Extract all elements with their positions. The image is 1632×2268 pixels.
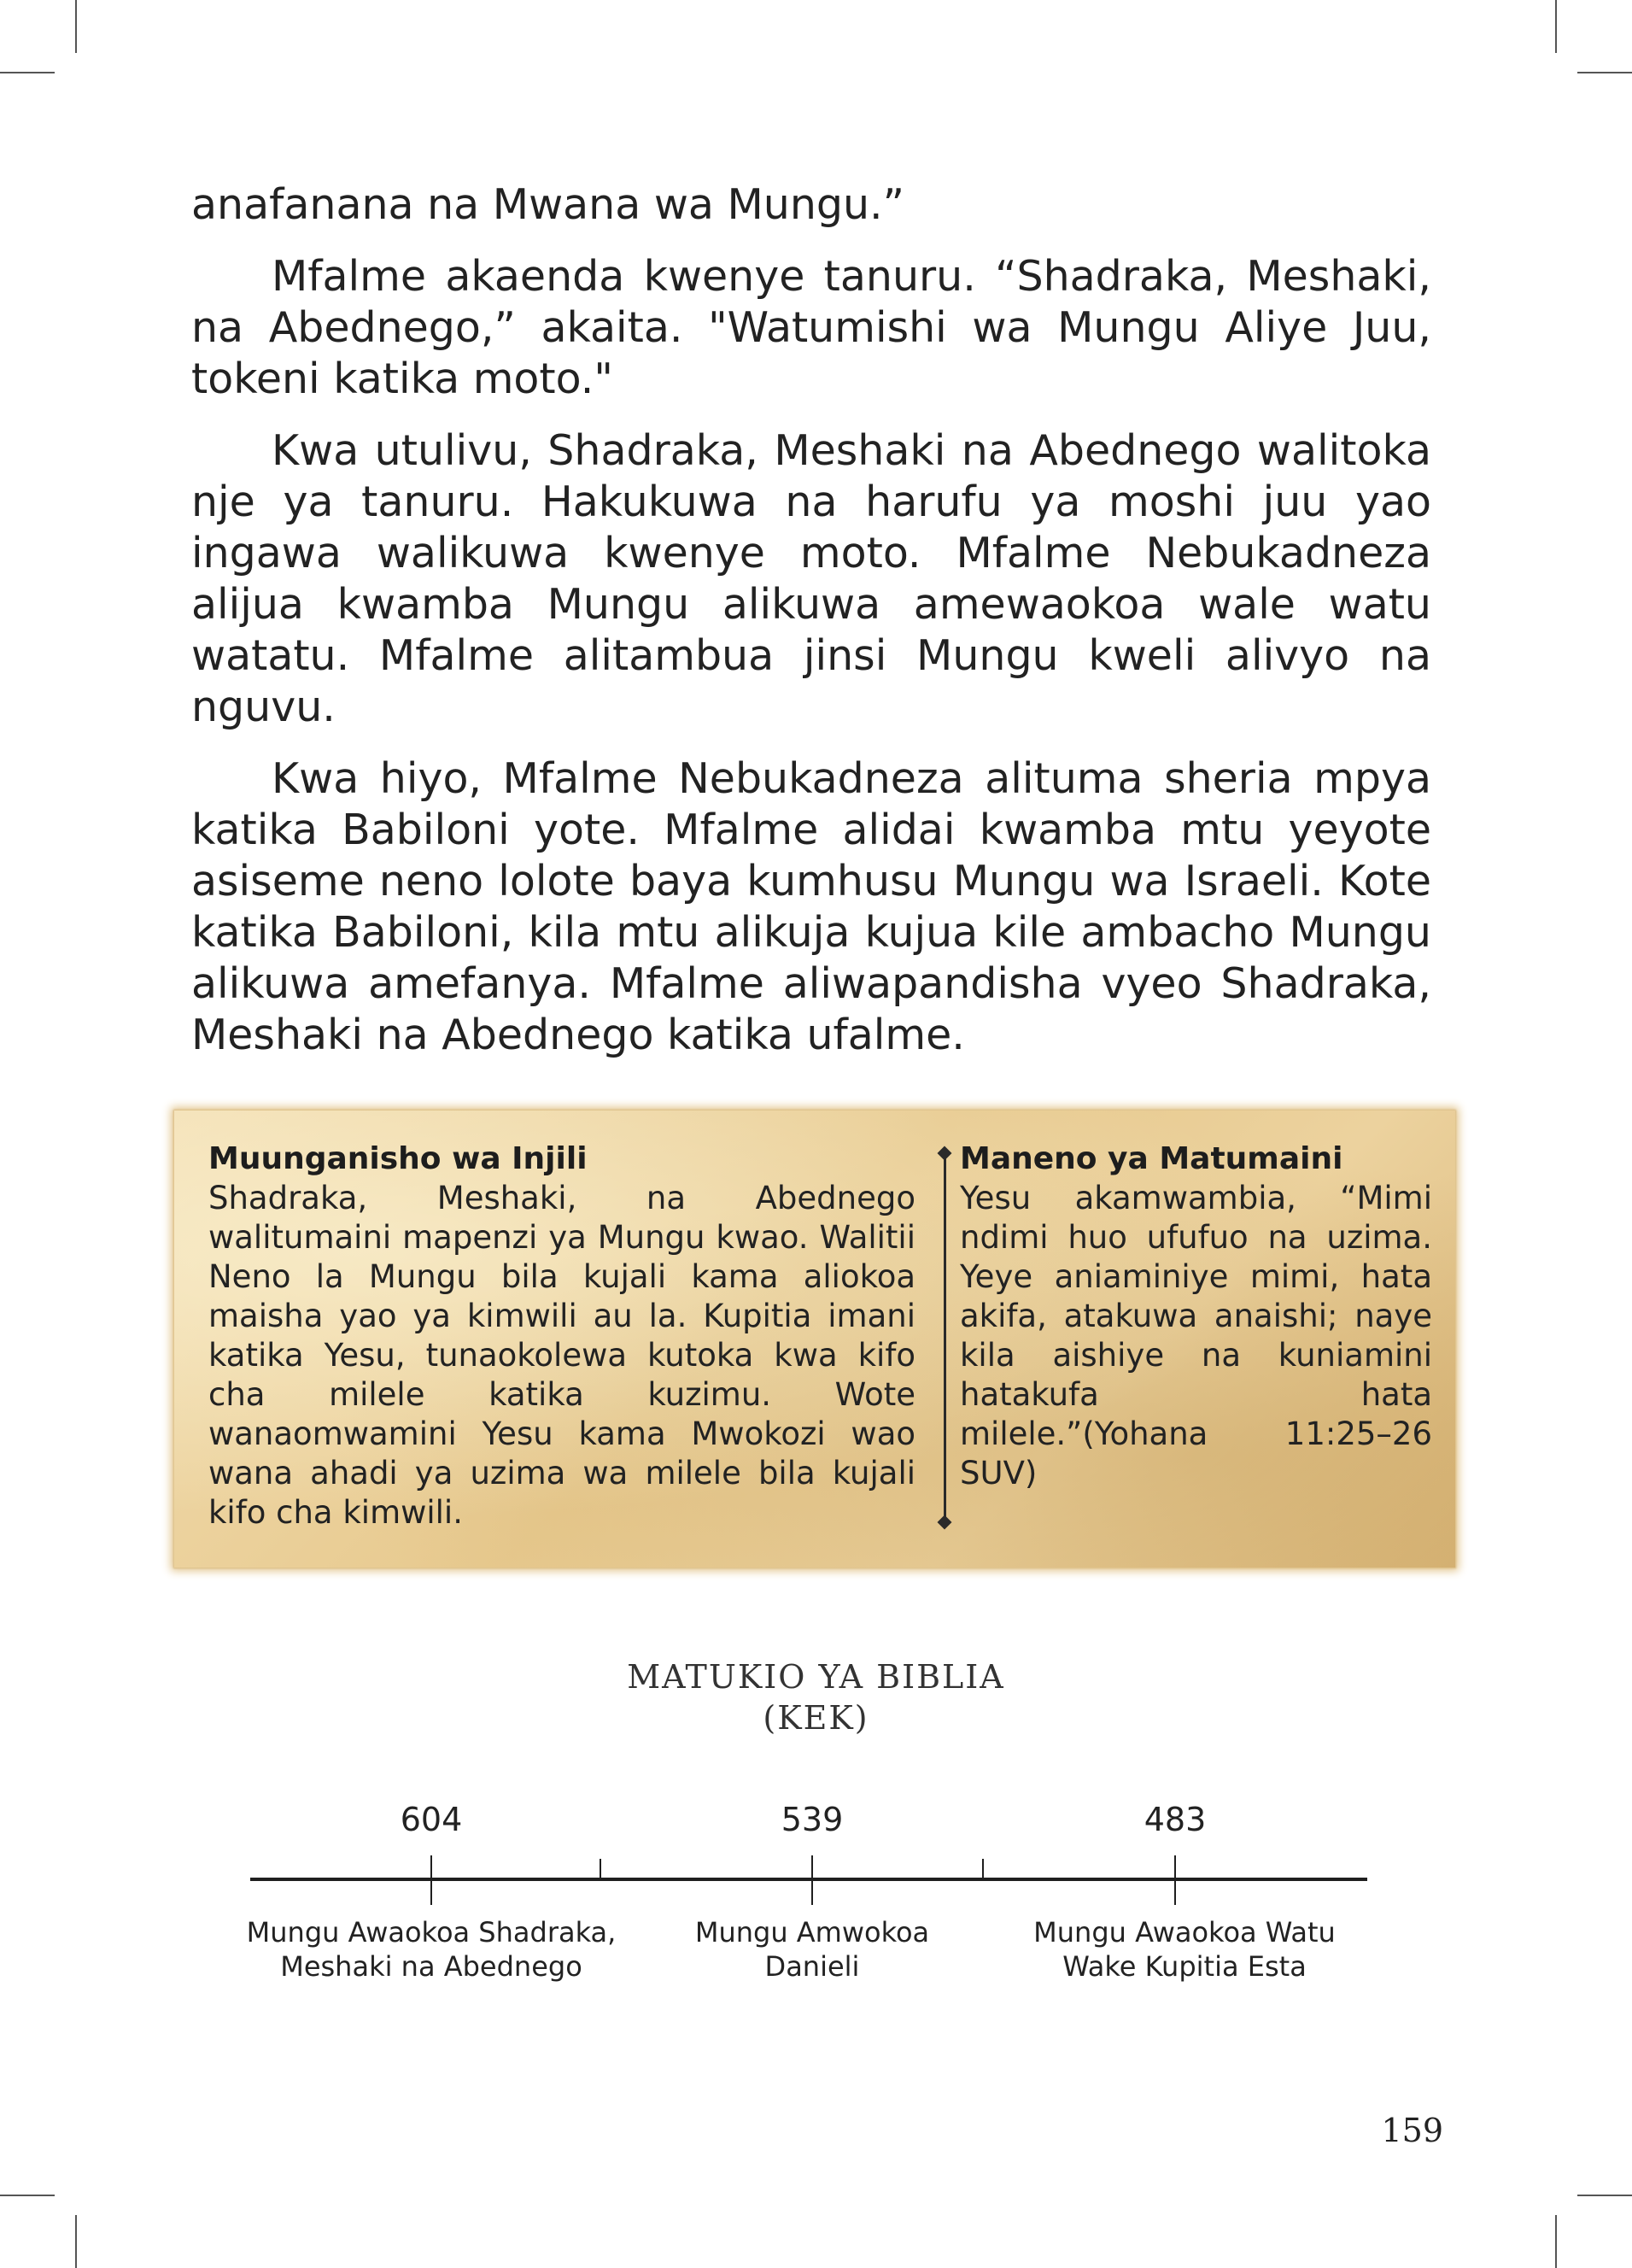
- timeline-year: 539: [781, 1801, 844, 1838]
- page-number: 159: [1381, 2112, 1443, 2149]
- gospel-connection: [208, 1141, 915, 1533]
- crop-mark: [1555, 0, 1557, 53]
- timeline-event-label: [616, 1915, 1009, 1984]
- timeline-event-tick: [1174, 1855, 1176, 1905]
- divider-line: [944, 1157, 946, 1520]
- words-of-hope: [960, 1141, 1432, 1493]
- timeline-year: 604: [400, 1801, 463, 1838]
- timeline-label-line: Mungu Amwokoa: [694, 1916, 930, 1949]
- timeline-event-label: [988, 1915, 1381, 1984]
- story-paragraph: Mfalme akaenda kwenye tanuru. “Shadraka, Meshaki, na Abednego,” akaita. "Watumishi wa Mungu Aliye Juu, tokeni katika moto.": [191, 252, 1431, 403]
- timeline-minor-tick: [982, 1859, 984, 1878]
- timeline-minor-tick: [600, 1859, 601, 1878]
- crop-mark: [0, 2195, 55, 2196]
- timeline-event-label: [235, 1915, 628, 1984]
- parchment-sidebar: [174, 1111, 1455, 1568]
- crop-mark: [75, 2215, 77, 2268]
- timeline-label-line: Wake Kupitia Esta: [1062, 1950, 1307, 1983]
- timeline-year: 483: [1144, 1801, 1207, 1838]
- story-paragraph: Kwa utulivu, Shadraka, Meshaki na Abednego walitoka nje ya tanuru. Hakukuwa na harufu ya moshi juu yao ingawa walikuwa kwenye moto. Mfalme Nebukadneza alijua kwamba Mungu alikuwa amewaokoa wale watu watatu. Mfalme alitambua jinsi Mungu kweli alivyo na nguvu.: [191, 426, 1431, 731]
- gospel-connection-heading: Muunganisho wa Injili: [208, 1141, 588, 1176]
- timeline-label-line: Meshaki na Abednego: [280, 1950, 582, 1983]
- words-of-hope-heading: Maneno ya Matumaini: [960, 1141, 1343, 1176]
- gospel-connection-text: Shadraka, Meshaki, na Abednego walitumaini mapenzi ya Mungu kwao. Walitii Neno la Mungu bila kujali kama aliokoa maisha yao ya kimwili au la. Kupitia imani katika Yesu, tunaokolewa kutoka kwa kifo cha milele katika kuzimu. Wote wanaomwamini Yesu kama Mwokozi wao wana ahadi ya uzima wa milele bila kujali kifo cha kimwili.: [208, 1180, 915, 1531]
- story-text: [191, 179, 1431, 1081]
- diamond-ornament-icon: [938, 1515, 952, 1530]
- timeline-event-tick: [811, 1855, 813, 1905]
- story-paragraph: Kwa hiyo, Mfalme Nebukadneza alituma sheria mpya katika Babiloni yote. Mfalme alidai kwamba mtu yeyote asiseme neno lolote baya kumhusu Mungu wa Israeli. Kote katika Babiloni, kila mtu alikuja kujua kile ambacho Mungu alikuwa amefanya. Mfalme aliwapandisha vyeo Shadraka, Meshaki na Abednego katika ufalme.: [191, 754, 1431, 1059]
- timeline-label-line: Mungu Awaokoa Watu: [1033, 1916, 1336, 1949]
- timeline-title: MATUKIO YA BIBLIA: [627, 1658, 1005, 1696]
- timeline-event-tick: [430, 1855, 432, 1905]
- timeline-label-line: Mungu Awaokoa Shadraka,: [246, 1916, 617, 1949]
- crop-mark: [1577, 2195, 1632, 2196]
- timeline-subtitle: (KEK): [763, 1699, 869, 1737]
- words-of-hope-text: Yesu akamwambia, “Mimi ndimi huo ufufuo na uzima. Yeye aniaminiye mimi, hata akifa, atakuwa anaishi; naye kila aishiye na kuniamini hatakufa hata milele.”(Yohana 11:25–26 SUV): [960, 1180, 1432, 1491]
- crop-mark: [0, 72, 55, 73]
- crop-mark: [1577, 72, 1632, 73]
- column-divider: [939, 1148, 951, 1527]
- crop-mark: [1555, 2215, 1557, 2268]
- story-paragraph: anafanana na Mwana wa Mungu.”: [191, 180, 905, 229]
- timeline-axis: [250, 1878, 1367, 1881]
- timeline-label-line: Danieli: [764, 1950, 860, 1983]
- crop-mark: [75, 0, 77, 53]
